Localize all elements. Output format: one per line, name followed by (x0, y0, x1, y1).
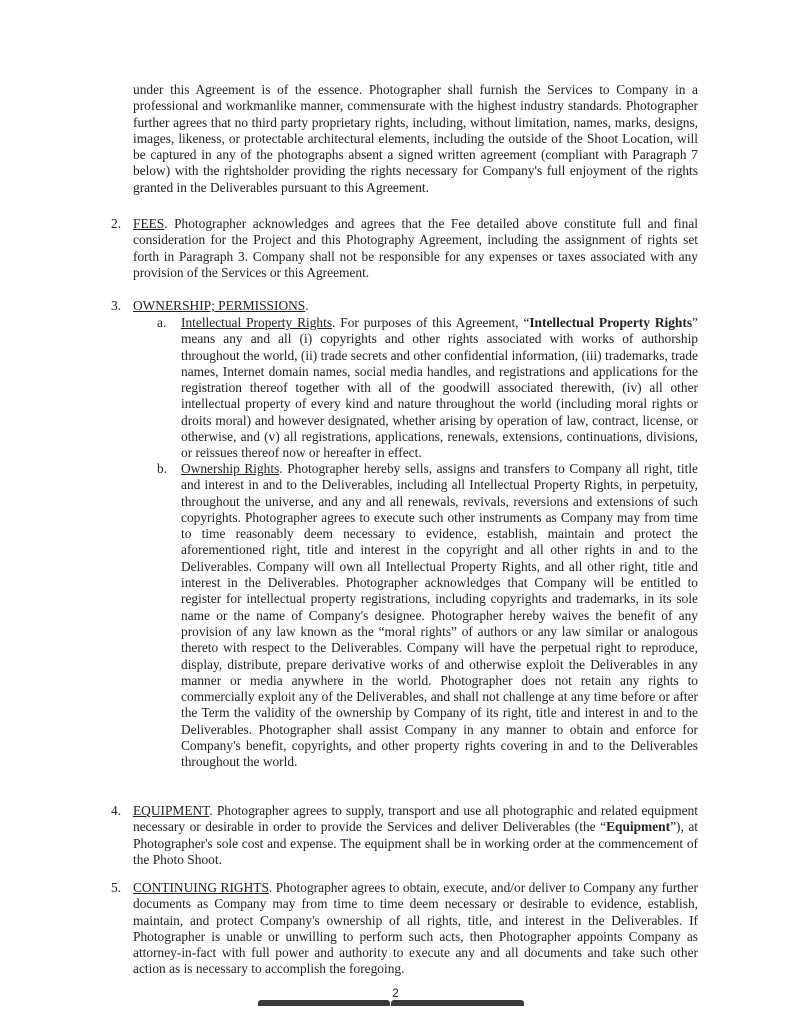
section-number: 5. (111, 880, 122, 895)
section-heading: FEES (133, 216, 165, 231)
subsection-letter: b. (157, 461, 168, 476)
page-number: 2 (392, 986, 399, 1000)
subsection-body: ” means any and all (i) copyrights and other rights associated with works of authorship throughout the world, (ii) trade secrets and other confidential information, (iii) trademarks, trade names, Internet domain names, social media handles, and registrations and applications for the registration thereof together with all of the goodwill associated therewith, (iv) all other intellectual property of every kind and nature throughout the world (including moral rights or droits moral) and however designated, whether arising by operation of law, contract, license, or otherwise, and (v) all registrations, applications, renewals, extensions, continuations, divisions, or reissues thereof now or hereafter in effect. (181, 315, 698, 461)
section-heading: EQUIPMENT (133, 803, 210, 818)
subsection-heading: Ownership Rights (181, 461, 280, 476)
section-body: . (305, 298, 309, 313)
section-continuing-rights (133, 880, 698, 978)
section-number: 2. (111, 216, 122, 231)
defined-term: Equipment (606, 819, 671, 835)
section-heading: CONTINUING RIGHTS (133, 880, 269, 895)
section-number: 4. (111, 803, 122, 818)
subsection-ip-rights (181, 315, 698, 462)
subsection-ownership-rights (181, 461, 698, 771)
section-number: 3. (111, 298, 122, 313)
section-ownership (133, 298, 698, 314)
section-equipment (133, 803, 698, 868)
section-body: . Photographer acknowledges and agrees that the Fee detailed above constitute full and final consideration for the Project and this Photography Agreement, including the assignment of rights set forth in Paragraph 3. Company shall not be responsible for any expenses or taxes associated with any provision of the Services or this Agreement. (133, 216, 698, 280)
subsection-body: . For purposes of this Agreement, “ (332, 315, 530, 330)
page-scrollbar-left[interactable] (258, 1000, 390, 1006)
intro-paragraph: under this Agreement is of the essence. Photographer shall furnish the Services to Company in a professional and workmanlike manner, commensurate with the highest industry standards. Photographer further agrees that no third party proprietary rights, including, without limitation, names, marks, designs, images, likeness, or protectable architectural elements, including the outside of the Shoot Location, will be captured in any of the photographs absent a signed written agreement (compliant with Paragraph 7 below) with the rightsholder providing the rights necessary for Company's full enjoyment of the rights granted in the Deliverables pursuant to this Agreement. (133, 82, 698, 195)
section-body: ”), at Photographer's sole cost and expense. The equipment shall be in working order at the commencement of the Photo Shoot. (133, 819, 699, 867)
defined-term: Intellectual Property Rights (529, 315, 693, 330)
section-body: . Photographer agrees to supply, transport and use all photographic and related equipment necessary or desirable in order to provide the Services and deliver Deliverables (the “ (133, 803, 698, 835)
subsection-heading: Intellectual Property Rights (181, 315, 333, 330)
section-fees (133, 216, 698, 281)
section-heading: OWNERSHIP; PERMISSIONS (133, 298, 306, 313)
page-scrollbar-right[interactable] (391, 1000, 524, 1006)
subsection-letter: a. (157, 315, 167, 330)
section-body: . Photographer agrees to obtain, execute, and/or deliver to Company any further documents as Company may from time to time deem necessary or desirable to evidence, establish, maintain, and protect Company's ownership of all rights, title, and interest in the Deliverables. If Photographer is unable or unwilling to perform such acts, then Photographer appoints Company as attorney-in-fact with full power and authority to execute any and all documents and take such other action as is necessary to accomplish the foregoing. (133, 880, 698, 977)
subsection-body: . Photographer hereby sells, assigns and transfers to Company all right, title and interest in and to the Deliverables, including all Intellectual Property Rights, in perpetuity, throughout the universe, and any and all renewals, revivals, reversions and extensions of such copyrights. Photographer agrees to execute such other instruments as Company may from time to time reasonably deem necessary to evidence, establish, maintain and protect the aforementioned right, title and interest in the copyright and all other rights in and to the Deliverables. Company will own all Intellectual Property Rights, and all other right, title and interest in the Deliverables. Photographer acknowledges that Company will be entitled to register for intellectual property registrations, including copyrights and trademarks, in its sole name or the name of Company's designee. Photographer hereby waives the benefit of any provision of any law known as the “moral rights” of authors or any law similar or analogous thereto with respect to the Deliverables. Company will have the perpetual right to reproduce, display, distribute, prepare derivative works of and otherwise exploit the Deliverables in any manner or media anywhere in the world. Photographer does not retain any rights to commercially exploit any of the Deliverables, and shall not challenge at any time before or after the Term the validity of the ownership by Company of its right, title and interest in and to the Deliverables. Photographer shall assist Company in any manner to obtain and enforce for Company's benefit, copyrights, and other property rights covering in and to the Deliverables throughout the world. (181, 461, 698, 770)
